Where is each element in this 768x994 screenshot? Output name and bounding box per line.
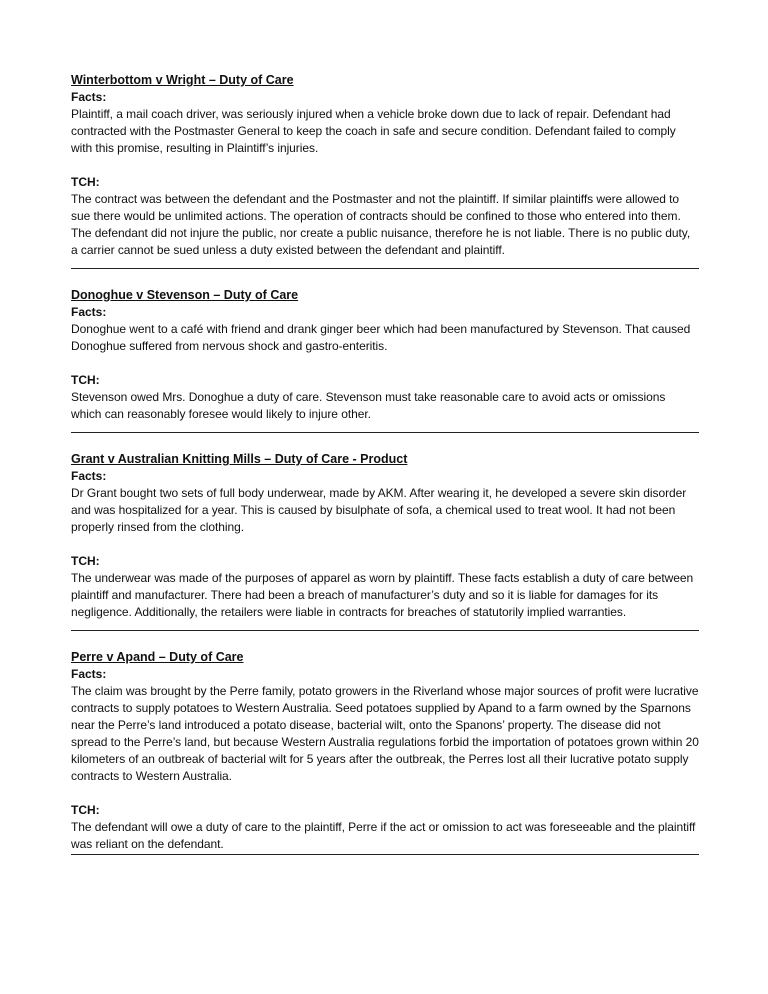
case-title: Grant v Australian Knitting Mills – Duty of Care - Product: [71, 452, 408, 466]
case-title: Winterbottom v Wright – Duty of Care: [71, 73, 294, 87]
tch-text: The underwear was made of the purposes of apparel as worn by plaintiff. These facts establish a duty of care between plaintiff and manufacturer. There had been a breach of manufacturer’s duty and so it is liable for damages for its negligence. Additionally, the retailers were liable in contracts for breaches of statutorily implied warranties.: [71, 571, 694, 619]
tch-text: Stevenson owed Mrs. Donoghue a duty of care. Stevenson must take reasonable care to avoid acts or omissions which can reasonably foresee would likely to injure other.: [71, 390, 666, 421]
spacer: [71, 157, 699, 174]
facts-text: The claim was brought by the Perre family, potato growers in the Riverland whose major sources of profit were lucrative contracts to supply potatoes to Western Australia. Seed potatoes supplied by Apand to a farm owned by the Sparnons near the Perre’s land introduced a potato disease, bacterial wilt, onto the Spanons’ property. The disease did not spread to the Perre’s land, but because Western Australia regulations forbid the importation of potatoes grown within 20 kilometers of an outbreak of bacterial wilt for 5 years after the outbreak, the Perres lost all their lucrative potato supply contracts to Western Australia.: [71, 684, 699, 783]
case-title: Perre v Apand – Duty of Care: [71, 650, 244, 664]
facts-label: Facts:: [71, 90, 107, 104]
spacer: [71, 536, 699, 553]
tch-label: TCH:: [71, 175, 100, 189]
document-page: [71, 72, 699, 855]
facts-text: Plaintiff, a mail coach driver, was seriously injured when a vehicle broke down due to lack of repair. Defendant had contracted with the Postmaster General to keep the coach in safe and secure condition. Defendant failed to comply with this promise, resulting in Plaintiff’s injuries.: [71, 107, 676, 155]
section-divider: [71, 268, 699, 269]
case-title: Donoghue v Stevenson – Duty of Care: [71, 288, 299, 302]
case-perre-v-apand: [71, 649, 699, 854]
tch-label: TCH:: [71, 554, 100, 568]
section-divider: [71, 854, 699, 855]
tch-label: TCH:: [71, 803, 100, 817]
tch-label: TCH:: [71, 373, 100, 387]
case-donoghue-v-stevenson: [71, 287, 699, 432]
facts-label: Facts:: [71, 469, 107, 483]
case-winterbottom-v-wright: [71, 72, 699, 268]
facts-text: Dr Grant bought two sets of full body underwear, made by AKM. After wearing it, he developed a severe skin disorder and was hospitalized for a year. This is caused by bisulphate of sofa, a chemical used to treat wool. It had not been properly rinsed from the clothing.: [71, 486, 687, 534]
facts-text: Donoghue went to a café with friend and drank ginger beer which had been manufactured by Stevenson. That caused Donoghue suffered from nervous shock and gastro-enteritis.: [71, 322, 691, 353]
section-divider: [71, 630, 699, 631]
tch-text: The contract was between the defendant and the Postmaster and not the plaintiff. If similar plaintiffs were allowed to sue there would be unlimited actions. The operation of contracts should be confined to those who entered into them. The defendant did not injure the public, nor create a public nuisance, therefore he is not liable. There is no public duty, a carrier cannot be sued unless a duty existed between the defendant and plaintiff.: [71, 192, 691, 257]
section-divider: [71, 432, 699, 433]
facts-label: Facts:: [71, 667, 107, 681]
facts-label: Facts:: [71, 305, 107, 319]
case-grant-v-australian-knitting-mills: [71, 451, 699, 630]
spacer: [71, 355, 699, 372]
spacer: [71, 785, 699, 802]
tch-text: The defendant will owe a duty of care to the plaintiff, Perre if the act or omission to act was foreseeable and the plaintiff was reliant on the defendant.: [71, 820, 696, 851]
